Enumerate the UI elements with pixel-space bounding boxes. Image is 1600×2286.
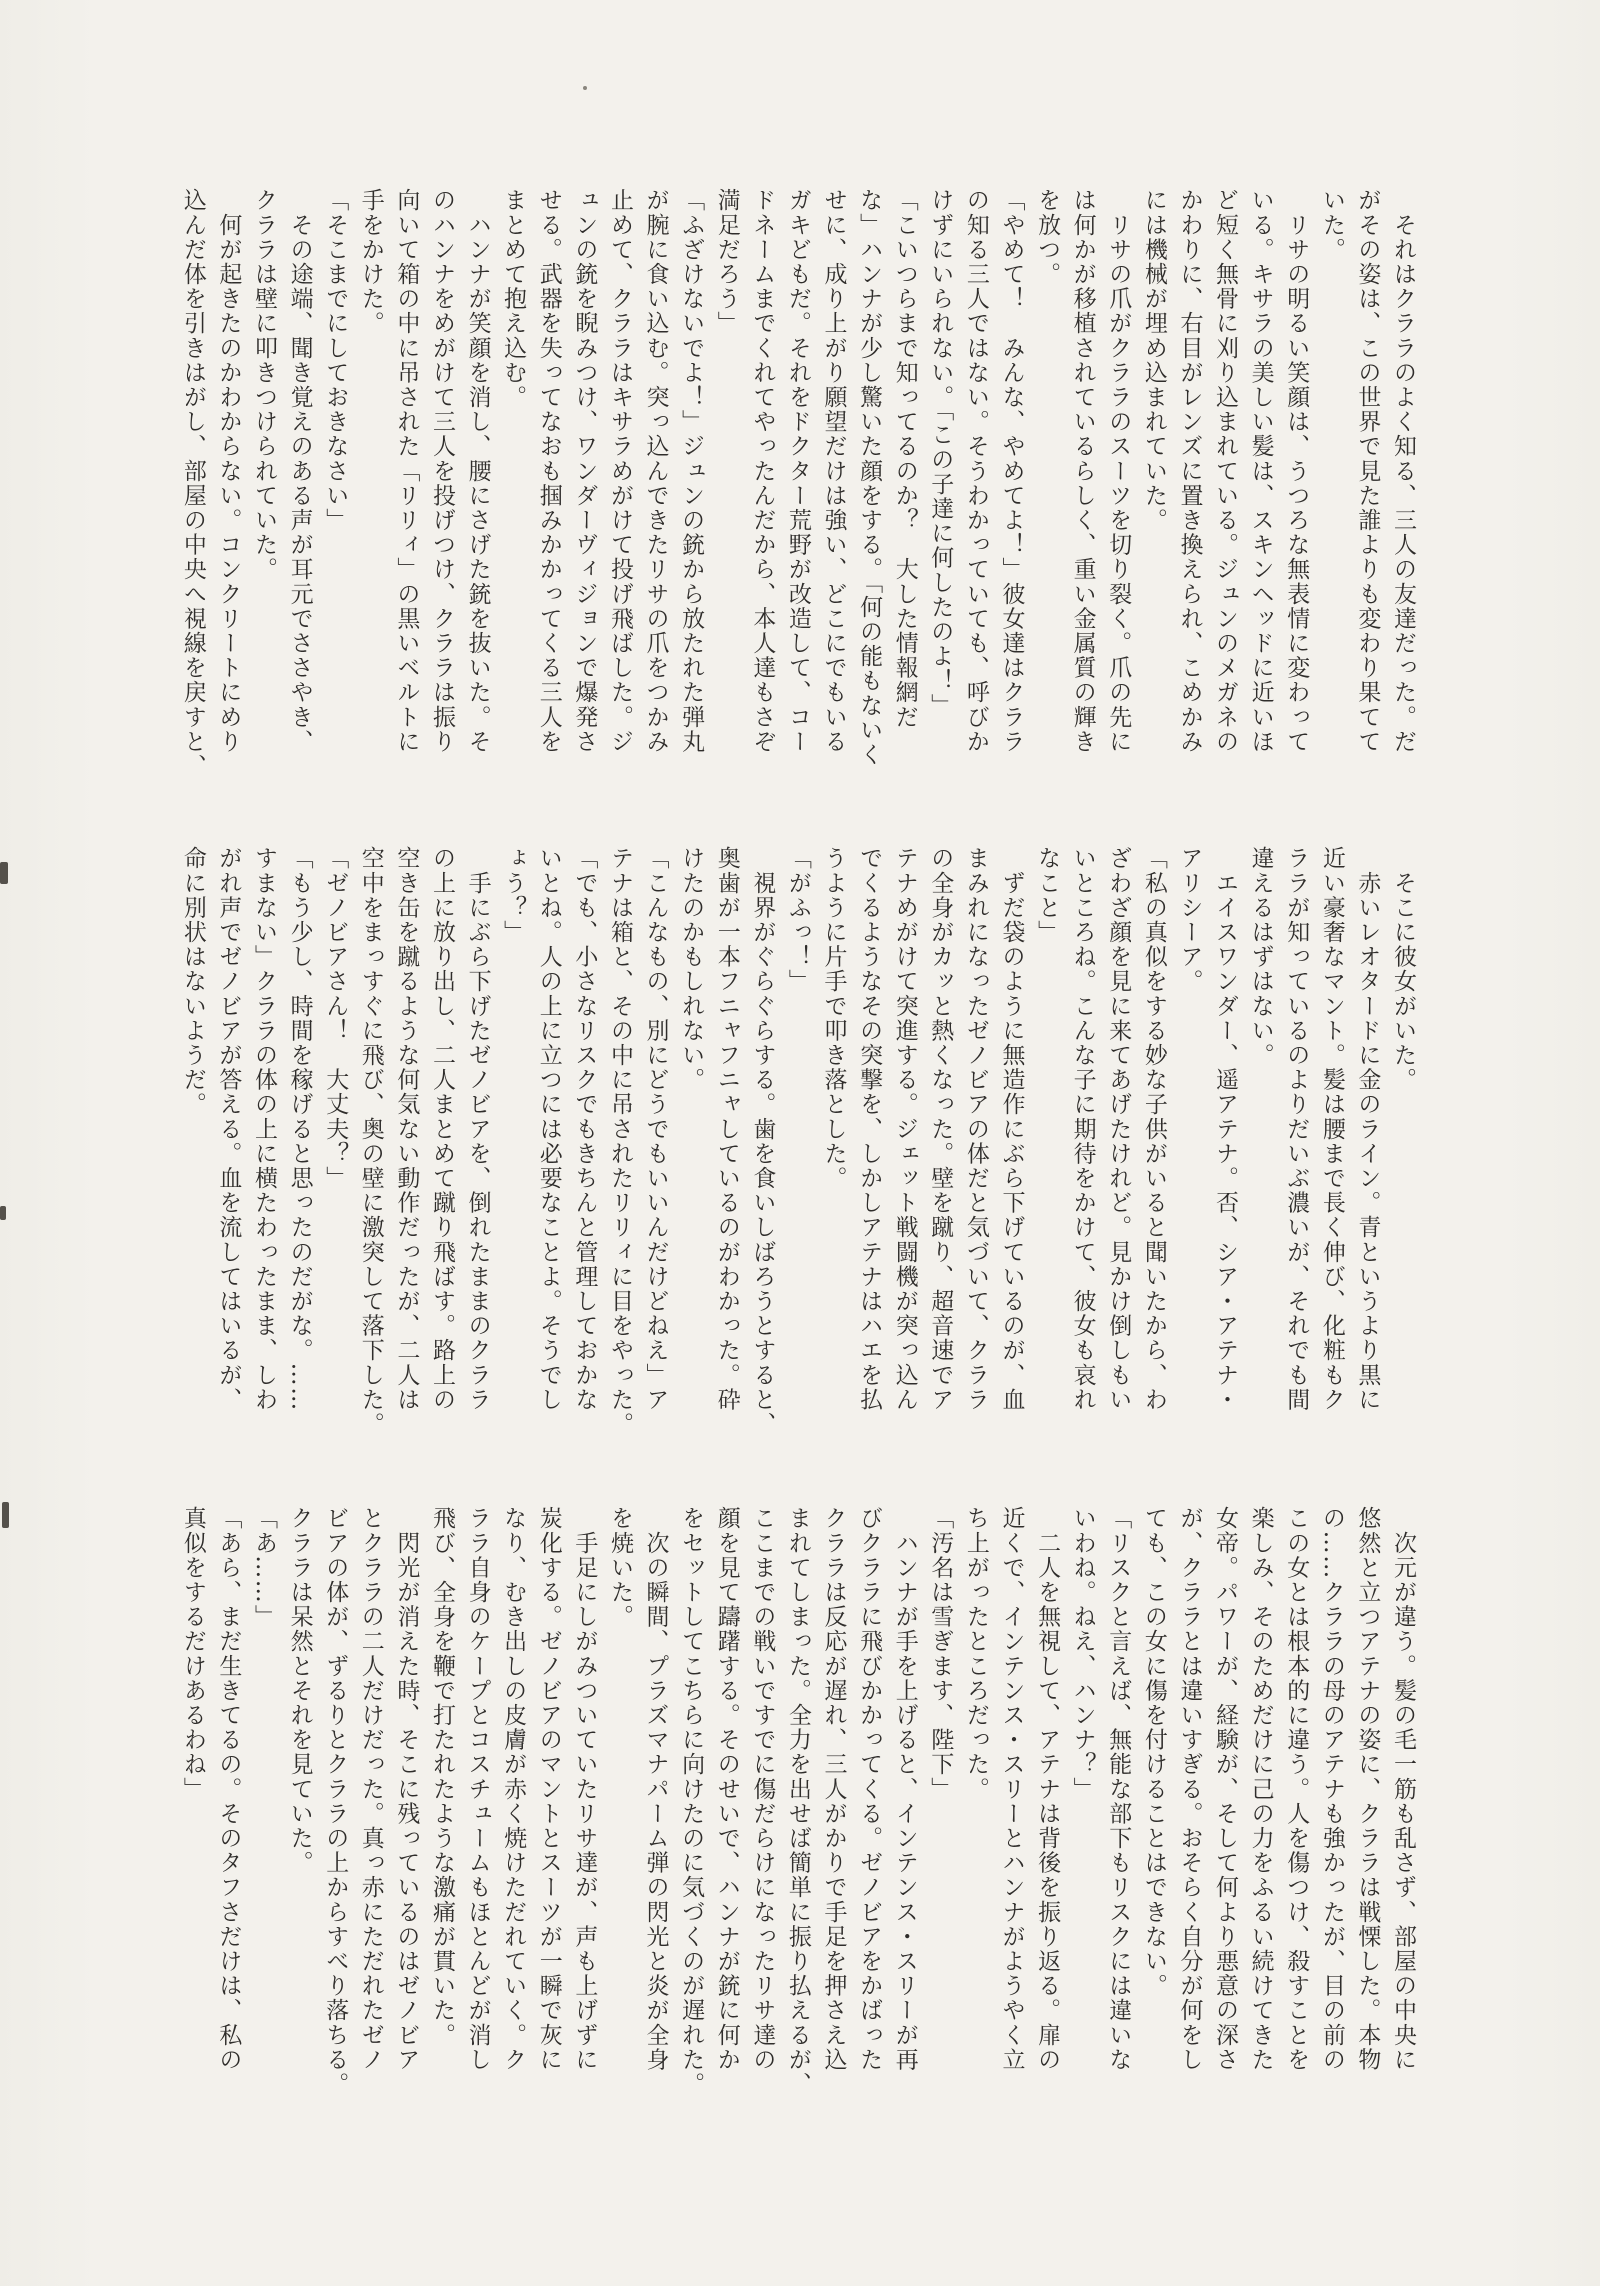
text-column: 近い豪奢なマント。髪は腰まで長く伸び、化粧もク (1318, 846, 1345, 1412)
text-column: クララは壁に叩きつけられていた。 (251, 188, 277, 582)
text-column: 女帝。パワーが、経験が、そして何より悪意の深さ (1212, 1506, 1239, 2072)
text-column: のハンナをめがけて三人を投げつけ、クララは振り (428, 188, 455, 754)
scan-speck (0, 862, 8, 884)
text-column: 手足にしがみついていたリサ達が、声も上げずに (571, 1506, 598, 2072)
text-column: 悠然と立つアテナの姿に、クララは戦慄した。本物 (1354, 1506, 1381, 2072)
text-column: ざわざ顔を見に来てあげたけれど。見かけ倒しもい (1105, 846, 1132, 1412)
text-column: ララ自身のケープとコスチュームもほとんどが消し (464, 1506, 491, 2072)
text-column: いわね。ねえ、ハンナ？」 (1069, 1506, 1096, 1802)
text-column: 何が起きたのかわからない。コンクリートにめり (215, 188, 242, 754)
text-column: 奥歯が一本フニャフニャしているのがわかった。砕 (713, 846, 740, 1412)
text-column: ビアの体が、ずるりとクララの上からすべり落ちる。 (322, 1506, 349, 2097)
text-column: 次元が違う。髪の毛一筋も乱さず、部屋の中央に (1390, 1506, 1416, 2072)
text-column: には機械が埋め込まれていた。 (1140, 188, 1167, 533)
text-column: いところね。こんな子に期待をかけて、彼女も哀れ (1069, 846, 1096, 1412)
text-column: が、クララとは違いすぎる。おそらく自分が何をし (1176, 1506, 1203, 2072)
text-column: 赤いレオタードに金のライン。青というより黒に (1354, 846, 1381, 1412)
text-column: 「こいつらまで知ってるのか？ 大した情報網だ (891, 188, 918, 730)
text-column: 「でも、小さなリスクでもきちんと管理しておかな (571, 846, 598, 1412)
text-column: 「ふざけないでよ！」ジュンの銃から放たれた弾丸 (678, 188, 705, 754)
text-column: を焼いた。 (606, 1506, 633, 1629)
text-column: アリシーア。 (1176, 846, 1203, 994)
text-column: ハンナが笑顔を消し、腰にさげた銃を抜いた。そ (464, 188, 491, 754)
text-column: 楽しみ、そのためだけに己の力をふるい続けてきた (1247, 1506, 1274, 2072)
text-column: の知る三人ではない。そうわかっていても、呼びか (962, 188, 989, 754)
text-column: 命に別状はないようだ。 (179, 846, 206, 1117)
text-column: けずにいられない。「この子達に何したのよ！」 (927, 188, 954, 718)
text-column: そこに彼女がいた。 (1390, 846, 1416, 1092)
text-column: なこと」 (1034, 846, 1061, 945)
text-column: その途端、聞き覚えのある声が耳元でささやき、 (286, 188, 313, 754)
text-column: が腕に食い込む。突っ込んできたリサの爪をつかみ (642, 188, 669, 754)
text-column: 飛び、全身を鞭で打たれたような激痛が貫いた。 (428, 1506, 455, 2048)
text-column: まみれになったゼノビアの体だと気づいて、クララ (962, 846, 989, 1412)
scan-speck (0, 1206, 6, 1220)
text-column: ハンナが手を上げると、インテンス・スリーが再 (891, 1506, 918, 2072)
text-column: 近くで、インテンス・スリーとハンナがようやく立 (998, 1506, 1025, 2072)
text-column: 「もう少し、時間を稼げると思ったのだがな。…… (286, 846, 313, 1412)
text-column: をセットしてこちらに向けたのに気づくのが遅れた。 (678, 1506, 705, 2097)
text-column: 手をかけた。 (357, 188, 384, 336)
text-column: の……クララの母のアテナも強かったが、目の前の (1318, 1506, 1345, 2072)
text-column: 満足だろう」 (713, 188, 740, 336)
text-column: 「汚名は雪ぎます、陛下」 (927, 1506, 954, 1802)
text-column: 「リスクと言えば、無能な部下もリスクには違いな (1105, 1506, 1132, 2072)
text-column: を放つ。 (1034, 188, 1061, 287)
text-column: 「やめて！ みんな、やめてよ！」彼女達はクララ (998, 188, 1025, 754)
text-column: ど短く無骨に刈り込まれている。ジュンのメガネの (1212, 188, 1239, 754)
text-column: うように片手で叩き落とした。 (820, 846, 847, 1191)
text-column: 真似をするだけあるわね」 (179, 1506, 206, 1802)
text-column: 空中をまっすぐに飛び、奥の壁に激突して落下した。 (357, 846, 384, 1437)
text-column: テナは箱と、その中に吊されたリリィに目をやった。 (606, 846, 633, 1437)
text-column: 違えるはずはない。 (1247, 846, 1274, 1068)
text-column: クララは反応が遅れ、三人がかりで手足を押さえ込 (820, 1506, 847, 2072)
text-column: の全身がカッと熱くなった。壁を蹴り、超音速でア (927, 846, 954, 1412)
text-column: 「そこまでにしておきなさい」 (322, 188, 349, 533)
text-column: びクララに飛びかかってくる。ゼノビアをかばった (856, 1506, 883, 2072)
text-column: ち上がったところだった。 (962, 1506, 989, 1802)
text-band-top (174, 188, 1420, 788)
text-column: ドネームまでくれてやったんだから、本人達もさぞ (749, 188, 776, 754)
text-column: 次の瞬間、プラズマナパーム弾の閃光と炎が全身 (642, 1506, 669, 2072)
text-column: 止めて、クララはキサラめがけて投げ飛ばした。ジ (606, 188, 633, 754)
text-column: がれ声でゼノビアが答える。血を流してはいるが、 (215, 846, 242, 1412)
text-column: 視界がぐらぐらする。歯を食いしばろうとすると、 (749, 846, 776, 1437)
text-column: ずだ袋のように無造作にぶら下げているのが、血 (998, 846, 1025, 1412)
text-column: 「がふっ！」 (784, 846, 811, 994)
text-column: 「あ……」 (251, 1506, 277, 1629)
text-column: いとね。人の上に立つには必要なことよ。そうでし (535, 846, 562, 1412)
scan-speck (583, 86, 587, 90)
text-column: まとめて抱え込む。 (500, 188, 527, 410)
text-column: いた。 (1318, 188, 1345, 262)
text-band-bottom (174, 1506, 1420, 2106)
text-column: な」ハンナが少し驚いた顔をする。「何の能もないく (856, 188, 883, 767)
text-column: とクララの二人だけだった。真っ赤にただれたゼノ (357, 1506, 384, 2072)
text-column: 「あら、まだ生きてるの。そのタフさだけは、私の (215, 1506, 242, 2072)
text-column: けたのかもしれない。 (678, 846, 705, 1092)
text-band-middle (174, 846, 1420, 1446)
text-column: リサの明るい笑顔は、うつろな無表情に変わって (1283, 188, 1310, 754)
text-column: は何かが移植されているらしく、重い金属質の輝き (1069, 188, 1096, 754)
text-column: ても、この女に傷を付けることはできない。 (1140, 1506, 1167, 1998)
text-column: なり、むき出しの皮膚が赤く焼けただれていく。ク (500, 1506, 527, 2072)
scan-speck (2, 1502, 9, 1528)
text-column: 空き缶を蹴るような何気ない動作だったが、二人は (393, 846, 420, 1412)
text-column: テナめがけて突進する。ジェット戦闘機が突っ込ん (891, 846, 918, 1412)
text-column: ガキどもだ。それをドクター荒野が改造して、コー (784, 188, 811, 754)
text-column: 向いて箱の中に吊された「リリィ」の黒いベルトに (393, 188, 420, 754)
text-column: 手にぶら下げたゼノビアを、倒れたままのクララ (464, 846, 491, 1412)
text-column: いる。キサラの美しい髪は、スキンヘッドに近いほ (1247, 188, 1274, 754)
text-column: この女とは根本的に違う。人を傷つけ、殺すことを (1283, 1506, 1310, 2072)
text-column: ここまでの戦いですでに傷だらけになったリサ達の (749, 1506, 776, 2072)
text-column: 「こんなもの、別にどうでもいいんだけどねえ」ア (642, 846, 669, 1412)
text-column: でくるようなその突撃を、しかしアテナはハエを払 (856, 846, 883, 1412)
text-column: 「ゼノビアさん！ 大丈夫？」 (322, 846, 349, 1191)
text-column: リサの爪がクララのスーツを切り裂く。爪の先に (1105, 188, 1132, 754)
text-column: 顔を見て躊躇する。そのせいで、ハンナが銃に何か (713, 1506, 740, 2072)
text-column: それはクララのよく知る、三人の友達だった。だ (1390, 188, 1416, 754)
text-column: 閃光が消えた時、そこに残っているのはゼノビア (393, 1506, 420, 2072)
text-column: エイスワンダー、遥アテナ。否、シア・アテナ・ (1212, 846, 1239, 1412)
text-column: 炭化する。ゼノビアのマントとスーツが一瞬で灰に (535, 1506, 562, 2072)
text-column: すまない」クララの体の上に横たわったまま、しわ (251, 846, 277, 1412)
text-column: 二人を無視して、アテナは背後を振り返る。扉の (1034, 1506, 1061, 2072)
text-column: まれてしまった。全力を出せば簡単に振り払えるが、 (784, 1506, 811, 2097)
text-column: ょう？」 (500, 846, 527, 945)
text-column: かわりに、右目がレンズに置き換えられ、こめかみ (1176, 188, 1203, 754)
text-column: の上に放り出し、二人まとめて蹴り飛ばす。路上の (428, 846, 455, 1412)
text-column: 「私の真似をする妙な子供がいると聞いたから、わ (1140, 846, 1167, 1412)
text-column: ュンの銃を睨みつけ、ワンダーヴィジョンで爆発さ (571, 188, 598, 754)
text-column: せる。武器を失ってなおも掴みかかってくる三人を (535, 188, 562, 754)
text-column: せに、成り上がり願望だけは強い、どこにでもいる (820, 188, 847, 754)
text-column: ララが知っているのよりだいぶ濃いが、それでも間 (1283, 846, 1310, 1412)
text-column: クララは呆然とそれを見ていた。 (286, 1506, 313, 1875)
text-column: がその姿は、この世界で見た誰よりも変わり果てて (1354, 188, 1381, 754)
text-column: 込んだ体を引きはがし、部屋の中央へ視線を戻すと、 (179, 188, 206, 779)
